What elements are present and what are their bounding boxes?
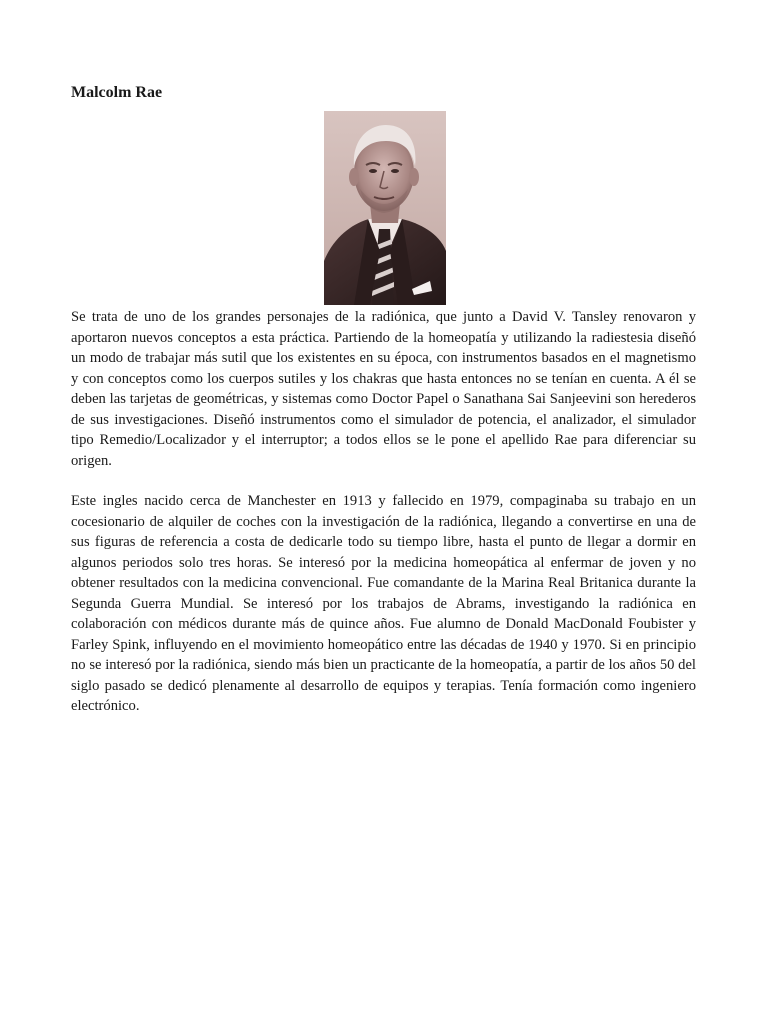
portrait-photo [324,111,446,305]
portrait-photo-icon [324,111,446,305]
body-paragraph: Este ingles nacido cerca de Manchester en 1913 y fallecido en 1979, compaginaba su trabajo en un cocesionario de alquiler de coches con la investigación de la radiónica, llegando a convertirse en una de sus figuras de referencia a costa de dedicarle todo su tiempo libre, hasta el punto de llegar a dormir en algunos periodos solo tres horas. Se interesó por la medicina homeopática al enfermar de joven y no obtener resultados con la medicina convencional. Fue comandante de la Marina Real Britanica durante la Segunda Guerra Mundial. Se interesó por los trabajos de Abrams, investigando la radiónica en colaboración con médicos durante más de quince años. Fue alumno de Donald MacDonald Foubister y Farley Spink, influyendo en el movimiento homeopático entre las décadas de 1940 y 1970. Si en principio no se interesó por la radiónica, siendo más bien un practicante de la homeopatía, a partir de los años 50 del siglo pasado se dedicó plenamente al desarrollo de equipos y terapias. Tenía formación como ingeniero electrónico. [71,493,696,714]
document-page [71,82,696,717]
body-paragraph: Se trata de uno de los grandes personajes de la radiónica, que junto a David V. Tansley renovaron y aportaron nuevos conceptos a esta práctica. Partiendo de la homeopatía y utilizando la radiestesia diseñó un modo de trabajar más sutil que los existentes en su época, con instrumentos basados en el magnetismo y con conceptos como los cuerpos sutiles y los chakras que hasta entonces no se tenían en cuenta. A él se deben las tarjetas de geométricas, y sistemas como Doctor Papel o Sanathana Sai Sanjeevini son herederos de sus investigaciones. Diseñó instrumentos como el simulador de potencia, el analizador, el simulador tipo Remedio/Localizador y el interruptor; a todos ellos se le pone el apellido Rae para diferenciar su origen. [71,309,696,469]
document-title: Malcolm Rae [71,84,163,101]
